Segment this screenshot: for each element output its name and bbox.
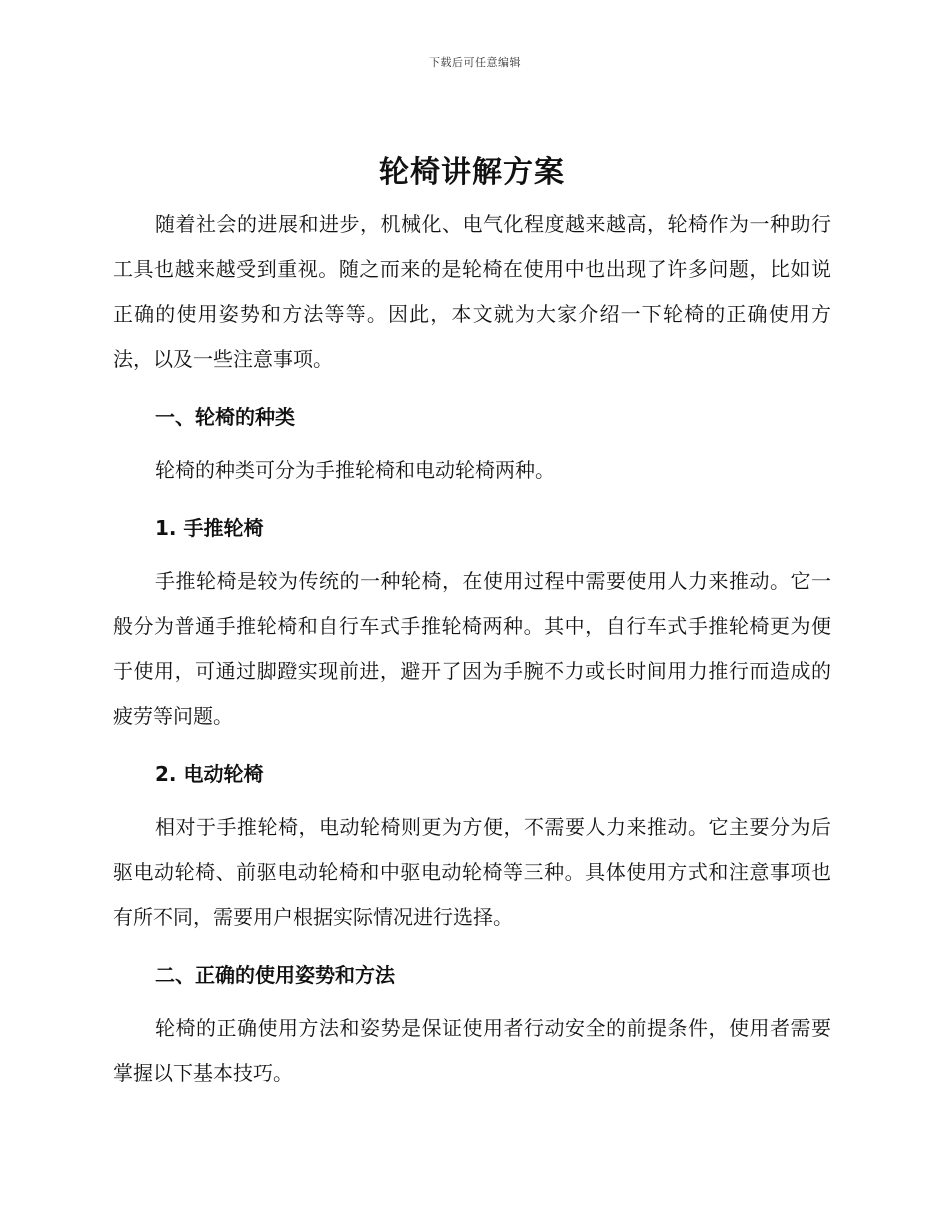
subsection-manual-paragraph: 手推轮椅是较为传统的一种轮椅，在使用过程中需要使用人力来推动。它一般分为普通手推轮椅和自行车式手推轮椅两种。其中，自行车式手推轮椅更为便于使用，可通过脚蹬实现前进，避开了因为手腕不力或长时间用力推行而造成的疲劳等问题。 — [113, 569, 831, 728]
subsection-electric-paragraph: 相对于手推轮椅，电动轮椅则更为方便，不需要人力来推动。它主要分为后驱电动轮椅、前驱电动轮椅和中驱电动轮椅等三种。具体使用方式和注意事项也有所不同，需要用户根据实际情况进行选择。 — [113, 815, 831, 929]
section-heading-types: 一、轮椅的种类 — [155, 405, 295, 429]
subsection-heading-electric: 2. 电动轮椅 — [155, 762, 264, 786]
running-header: 下载后可任意编辑 — [429, 56, 521, 69]
section-usage-paragraph: 轮椅的正确使用方法和姿势是保证使用者行动安全的前提条件，使用者需要掌握以下基本技巧。 — [113, 1016, 831, 1085]
section-types-paragraph: 轮椅的种类可分为手推轮椅和电动轮椅两种。 — [155, 458, 555, 482]
section-heading-usage: 二、正确的使用姿势和方法 — [155, 963, 395, 987]
intro-paragraph: 随着社会的进展和进步，机械化、电气化程度越来越高，轮椅作为一种助行工具也越来越受到重视。随之而来的是轮椅在使用中也出现了许多问题，比如说正确的使用姿势和方法等等。因此，本文就为大家介绍一下轮椅的正确使用方法，以及一些注意事项。 — [113, 212, 831, 371]
subsection-heading-manual: 1. 手推轮椅 — [155, 516, 264, 540]
document-body — [113, 150, 831, 1096]
document-title: 轮椅讲解方案 — [379, 155, 565, 190]
